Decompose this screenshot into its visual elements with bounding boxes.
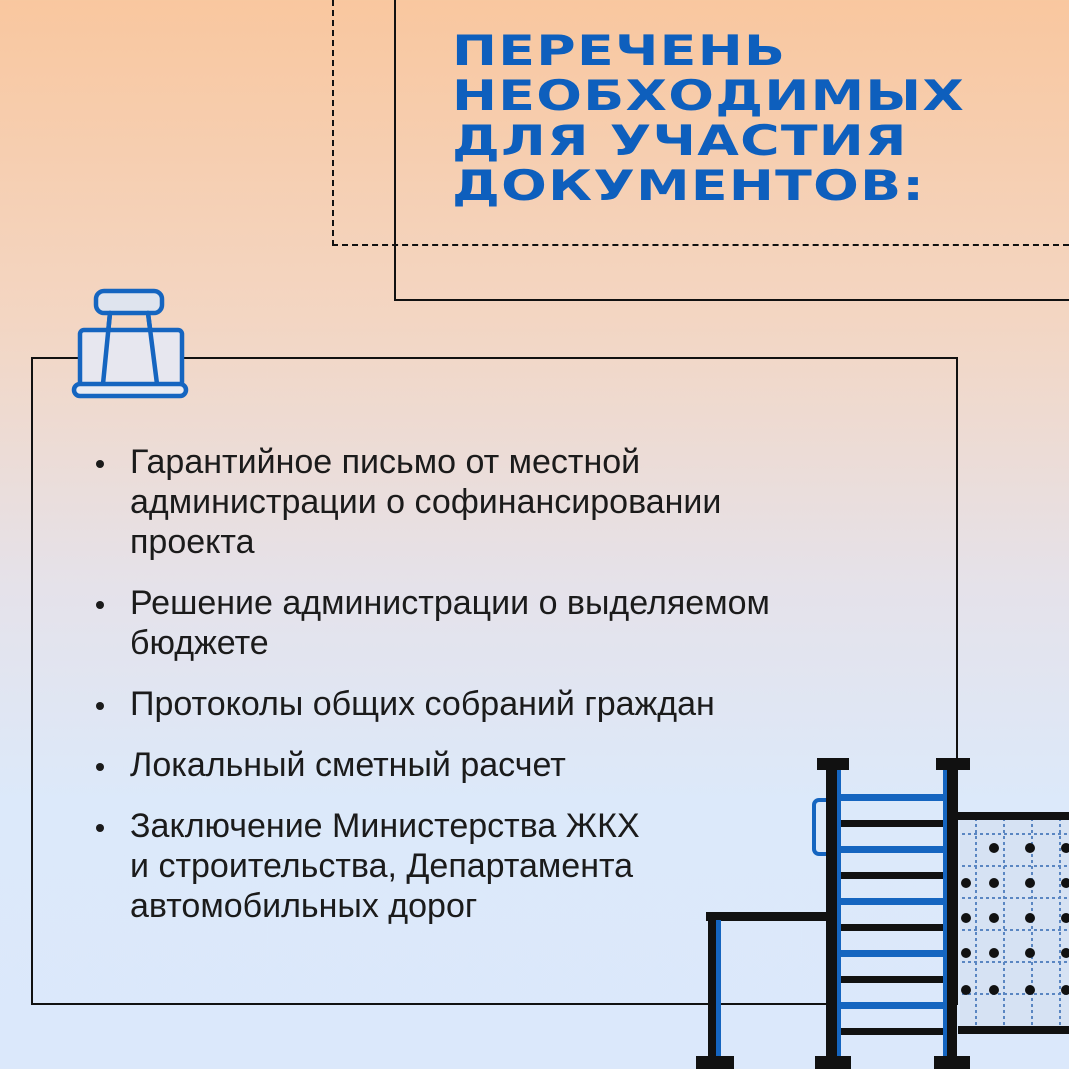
list-item-line: автомобильных дорог (130, 887, 478, 925)
binder-clip-icon (70, 288, 192, 404)
list-item-line: Гарантийное письмо от местной (130, 443, 641, 481)
list-item-line: проекта (130, 523, 255, 561)
list-item-line: бюджете (130, 624, 269, 662)
ladder-rungs (840, 794, 948, 1035)
list-item (88, 684, 888, 724)
list-item-line: Заключение Министерства ЖКХ (130, 807, 640, 845)
page-title (452, 28, 965, 208)
list-item-line: Локальный сметный расчет (130, 746, 566, 784)
title-line: ДЛЯ УЧАСТИЯ (452, 116, 908, 165)
list-item-line: и строительства, Департамента (130, 847, 634, 885)
title-line: НЕОБХОДИМЫХ (452, 71, 966, 120)
list-item-line: администрации о софинансировании (130, 483, 722, 521)
title-line: ПЕРЕЧЕНЬ (452, 26, 787, 75)
list-item (88, 583, 888, 663)
list-item-line: Решение администрации о выделяемом (130, 584, 770, 622)
dashed-line-vertical (332, 0, 334, 246)
title-line: ДОКУМЕНТОВ: (452, 161, 926, 210)
playground-ladder-illustration (696, 756, 1069, 1069)
list-item-line: Протоколы общих собраний граждан (130, 685, 715, 723)
list-item (88, 442, 888, 562)
